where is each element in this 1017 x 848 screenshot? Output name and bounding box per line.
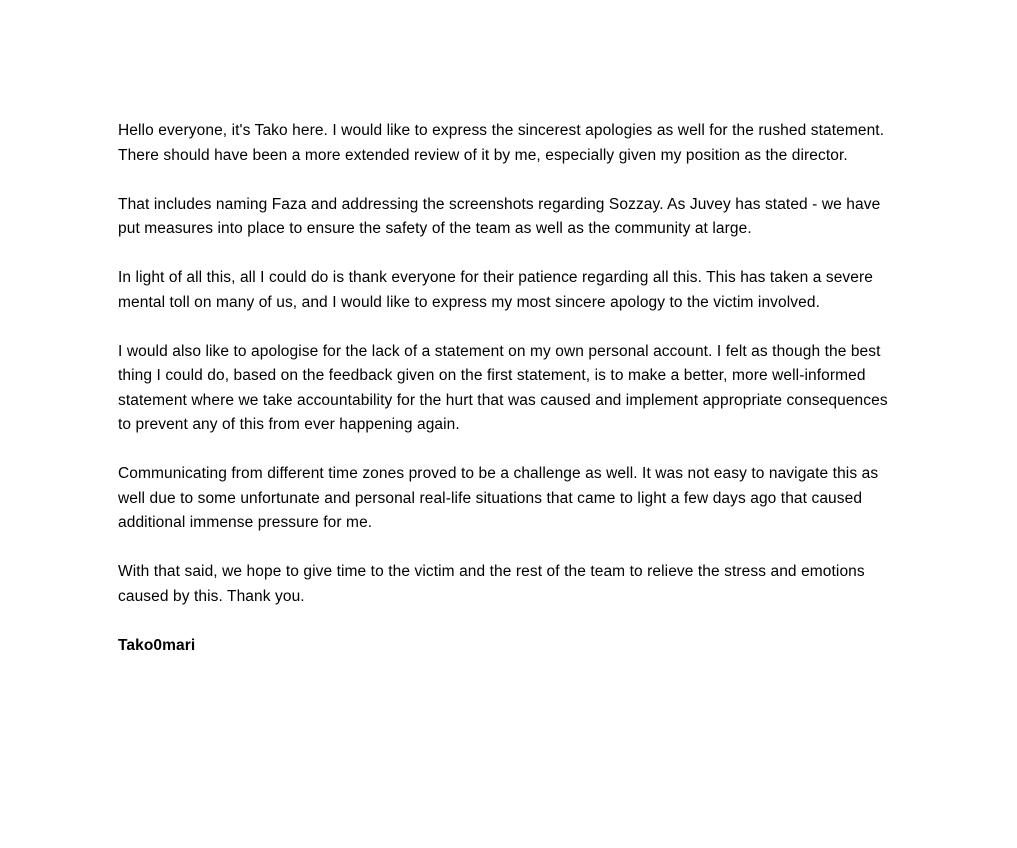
statement-signature: Tako0mari <box>118 636 196 654</box>
statement-document <box>118 119 904 658</box>
statement-paragraph-2: That includes naming Faza and addressing the screenshots regarding Sozzay. As Juvey has stated - we have put measures into place to ensure the safety of the team as well as the community at large. <box>118 195 881 237</box>
statement-paragraph-1: Hello everyone, it's Tako here. I would like to express the sincerest apologies as well for the rushed statement. There should have been a more extended review of it by me, especially given my position as the director. <box>118 122 885 164</box>
statement-paragraph-5: Communicating from different time zones proved to be a challenge as well. It was not easy to navigate this as well due to some unfortunate and personal real-life situations that came to light a few days ago that caused additional immense pressure for me. <box>118 465 879 531</box>
statement-paragraph-6: With that said, we hope to give time to the victim and the rest of the team to relieve the stress and emotions caused by this. Thank you. <box>118 563 865 605</box>
statement-paragraph-4: I would also like to apologise for the lack of a statement on my own personal account. I felt as though the best thing I could do, based on the feedback given on the first statement, is to make a better, more well-informed statement where we take accountability for the hurt that was caused and implement appropriate consequences to prevent any of this from ever happening again. <box>118 342 888 433</box>
statement-paragraph-3: In light of all this, all I could do is thank everyone for their patience regarding all this. This has taken a severe mental toll on many of us, and I would like to express my most sincere apology to the victim involved. <box>118 269 873 311</box>
